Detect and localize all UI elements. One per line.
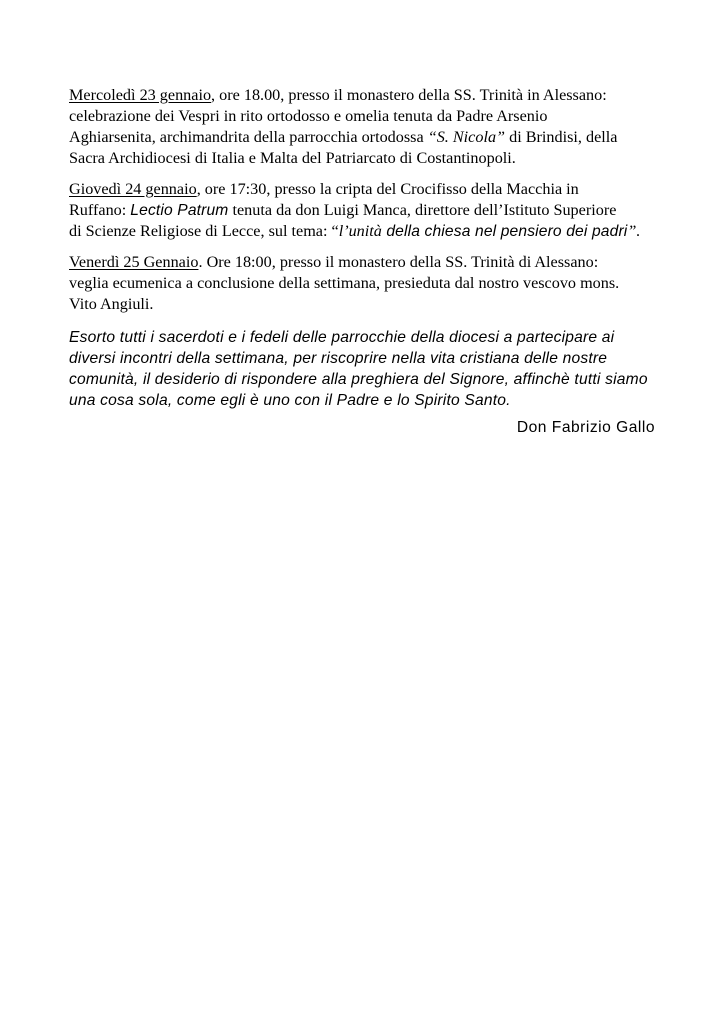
entry-text: , ore 18.00, presso il monastero della SS. Trinità in Alessano: (211, 86, 607, 104)
exhortation-line: comunità, il desiderio di rispondere alla preghiera del Signore, affinchè tutti siamo (69, 371, 648, 388)
exhortation-line: diversi incontri della settimana, per riscoprire nella vita cristiana delle nostre (69, 350, 608, 367)
entry-text: Aghiarsenita, archimandrita della parrocchia ortodossa (69, 128, 428, 146)
theme-title-serif: l’unità (338, 222, 382, 240)
exhortation-line: Esorto tutti i sacerdoti e i fedeli delle parrocchie della diocesi a partecipare ai (69, 329, 615, 346)
event-entry-1 (69, 85, 659, 169)
parish-name: “S. Nicola” (427, 128, 506, 146)
signature: Don Fabrizio Gallo (516, 419, 655, 436)
entry-text: Ruffano: (69, 201, 131, 219)
entry-line: celebrazione dei Vespri in rito ortodosso e omelia tenuta da Padre Arsenio (69, 107, 548, 125)
document-body (69, 85, 659, 437)
entry-line (69, 179, 659, 200)
entry-line (69, 85, 659, 106)
entry-text: , ore 17:30, presso la cripta del Crocifisso della Macchia in (196, 180, 579, 198)
event-entry-3 (69, 252, 659, 315)
entry-text: . Ore 18:00, presso il monastero della SS. Trinità di Alessano: (198, 253, 599, 271)
theme-title-sans: della chiesa nel pensiero dei padri (381, 223, 628, 240)
exhortation-paragraph (69, 327, 659, 411)
entry-line (69, 252, 659, 273)
event-date: Venerdì 25 Gennaio (69, 253, 199, 271)
event-date: Giovedì 24 gennaio (69, 180, 197, 198)
entry-line (69, 200, 659, 221)
event-date: Mercoledì 23 gennaio (69, 86, 212, 104)
event-entry-2 (69, 179, 659, 242)
entry-line: Sacra Archidiocesi di Italia e Malta del Patriarcato di Costantinopoli. (69, 149, 516, 167)
entry-line: veglia ecumenica a conclusione della settimana, presieduta dal nostro vescovo mons. (69, 274, 620, 292)
entry-line (69, 127, 659, 148)
lectio-title: Lectio Patrum (130, 202, 229, 219)
entry-text: di Brindisi, della (505, 128, 618, 146)
entry-text: tenuta da don Luigi Manca, direttore dell’Istituto Superiore (228, 201, 617, 219)
entry-line (69, 221, 659, 242)
exhortation-line: una cosa sola, come egli è uno con il Padre e lo Spirito Santo. (69, 392, 511, 409)
entry-text: di Scienze Religiose di Lecce, sul tema: “ (69, 222, 339, 240)
entry-line: Vito Angiuli. (69, 295, 154, 313)
entry-text: ”. (627, 222, 641, 240)
